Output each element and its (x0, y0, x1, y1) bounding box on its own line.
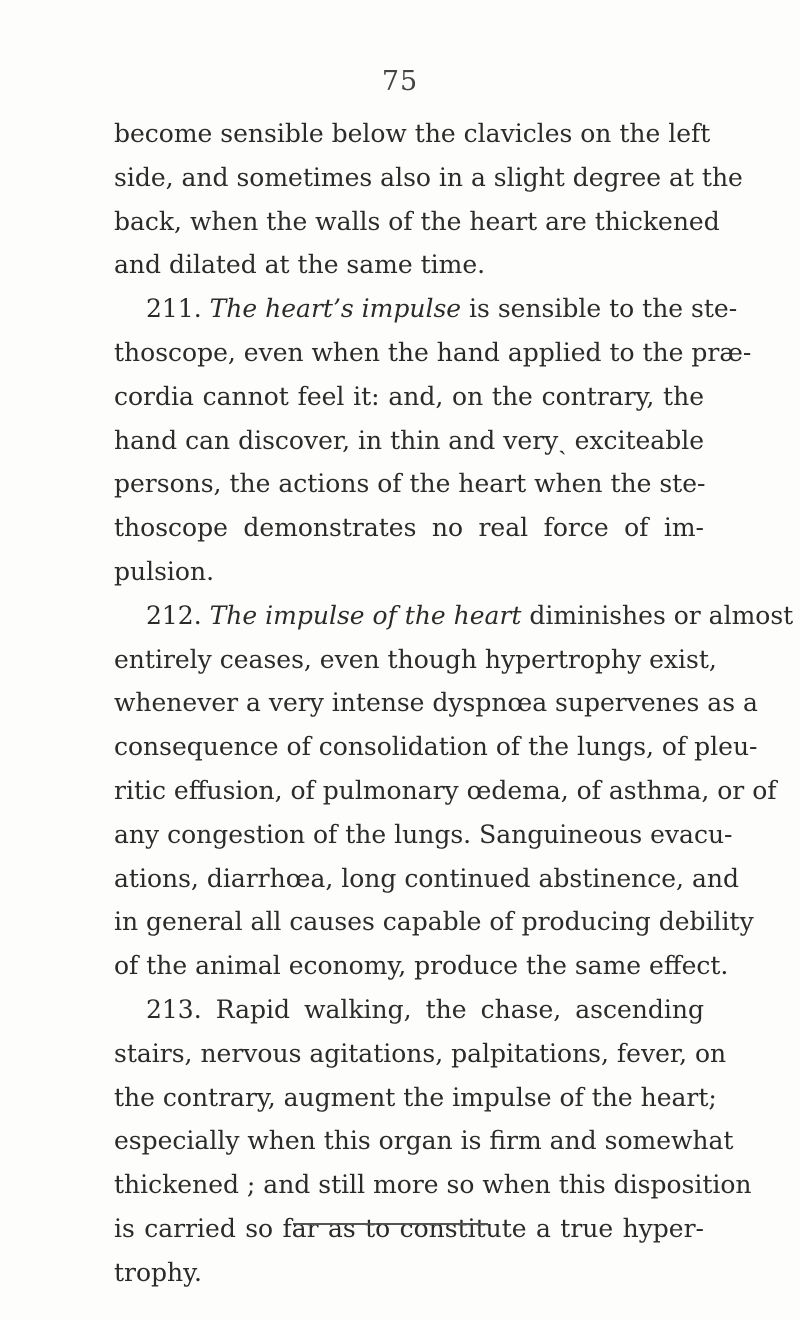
text-line (114, 156, 743, 200)
text-segment: persons, the actions of the heart when the ste- (114, 469, 706, 499)
text-line (114, 638, 717, 682)
text-line (114, 1163, 752, 1207)
text-line (114, 550, 704, 594)
text-segment: thickened ; and still more so when this disposition (114, 1170, 752, 1200)
text-segment: is carried so far as to constitute a true hyper- (114, 1213, 704, 1243)
text-segment: thoscope demonstrates no real force of im- (114, 513, 704, 543)
text-segment: especially when this organ is firm and somewhat (114, 1126, 734, 1156)
text-line (114, 594, 794, 638)
text-segment: and dilated at the same time. (114, 250, 486, 280)
text-line (114, 988, 704, 1032)
text-segment: of the animal economy, produce the same effect. (114, 951, 729, 981)
text-line (114, 331, 752, 375)
text-line (114, 900, 754, 944)
italic-phrase: The impulse of the heart (209, 600, 522, 630)
text-line (114, 419, 704, 463)
text-line (114, 725, 758, 769)
text-segment: whenever a very intense dyspnœa supervenes as a (114, 688, 758, 718)
text-line (114, 287, 738, 331)
text-segment: thoscope, even when the hand applied to the præ- (114, 337, 752, 367)
text-line (114, 112, 711, 156)
italic-phrase: The heart’s impulse (209, 294, 462, 324)
text-line (114, 243, 704, 287)
text-segment: cordia cannot feel it: and, on the contrary, the (114, 381, 704, 411)
body-text (114, 112, 794, 1295)
text-line (114, 1032, 727, 1076)
text-line (114, 1119, 734, 1163)
text-line (114, 681, 758, 725)
text-segment: 212. (146, 600, 210, 630)
text-segment: back, when the walls of the heart are thickened (114, 206, 720, 236)
text-segment: the contrary, augment the impulse of the heart; (114, 1082, 717, 1112)
text-segment: ations, diarrhœa, long continued abstinence, and (114, 863, 739, 893)
text-segment: any congestion of the lungs. Sanguineous evacu- (114, 819, 733, 849)
end-rule (293, 1223, 488, 1225)
text-line (114, 813, 733, 857)
text-segment: in general all causes capable of producing debility (114, 907, 754, 937)
text-segment: pulsion. (114, 556, 215, 586)
text-segment: 211. (146, 294, 210, 324)
text-line (114, 857, 739, 901)
text-line (114, 200, 720, 244)
text-segment: hand can discover, in thin and veryˎ exciteable (114, 425, 704, 455)
text-segment: entirely ceases, even though hypertrophy exist, (114, 644, 717, 674)
text-segment: diminishes or almost (521, 600, 794, 630)
text-line (114, 769, 777, 813)
text-segment: is sensible to the ste- (461, 294, 738, 324)
text-segment: stairs, nervous agitations, palpitations, fever, on (114, 1038, 727, 1068)
text-line (114, 1076, 717, 1120)
text-segment: become sensible below the clavicles on the left (114, 119, 711, 148)
text-segment: 213. Rapid walking, the chase, ascending (146, 994, 704, 1024)
text-line (114, 1207, 704, 1251)
text-segment: trophy. (114, 1257, 202, 1287)
text-line (114, 1251, 704, 1295)
text-line (114, 506, 704, 550)
text-segment: side, and sometimes also in a slight degree at the (114, 162, 743, 192)
text-line (114, 944, 729, 988)
text-line (114, 462, 704, 506)
text-segment: ritic effusion, of pulmonary œdema, of asthma, or of (114, 775, 777, 805)
page-number: 75 (381, 66, 419, 97)
text-segment: consequence of consolidation of the lungs, of pleu- (114, 732, 758, 762)
text-line (114, 375, 704, 419)
